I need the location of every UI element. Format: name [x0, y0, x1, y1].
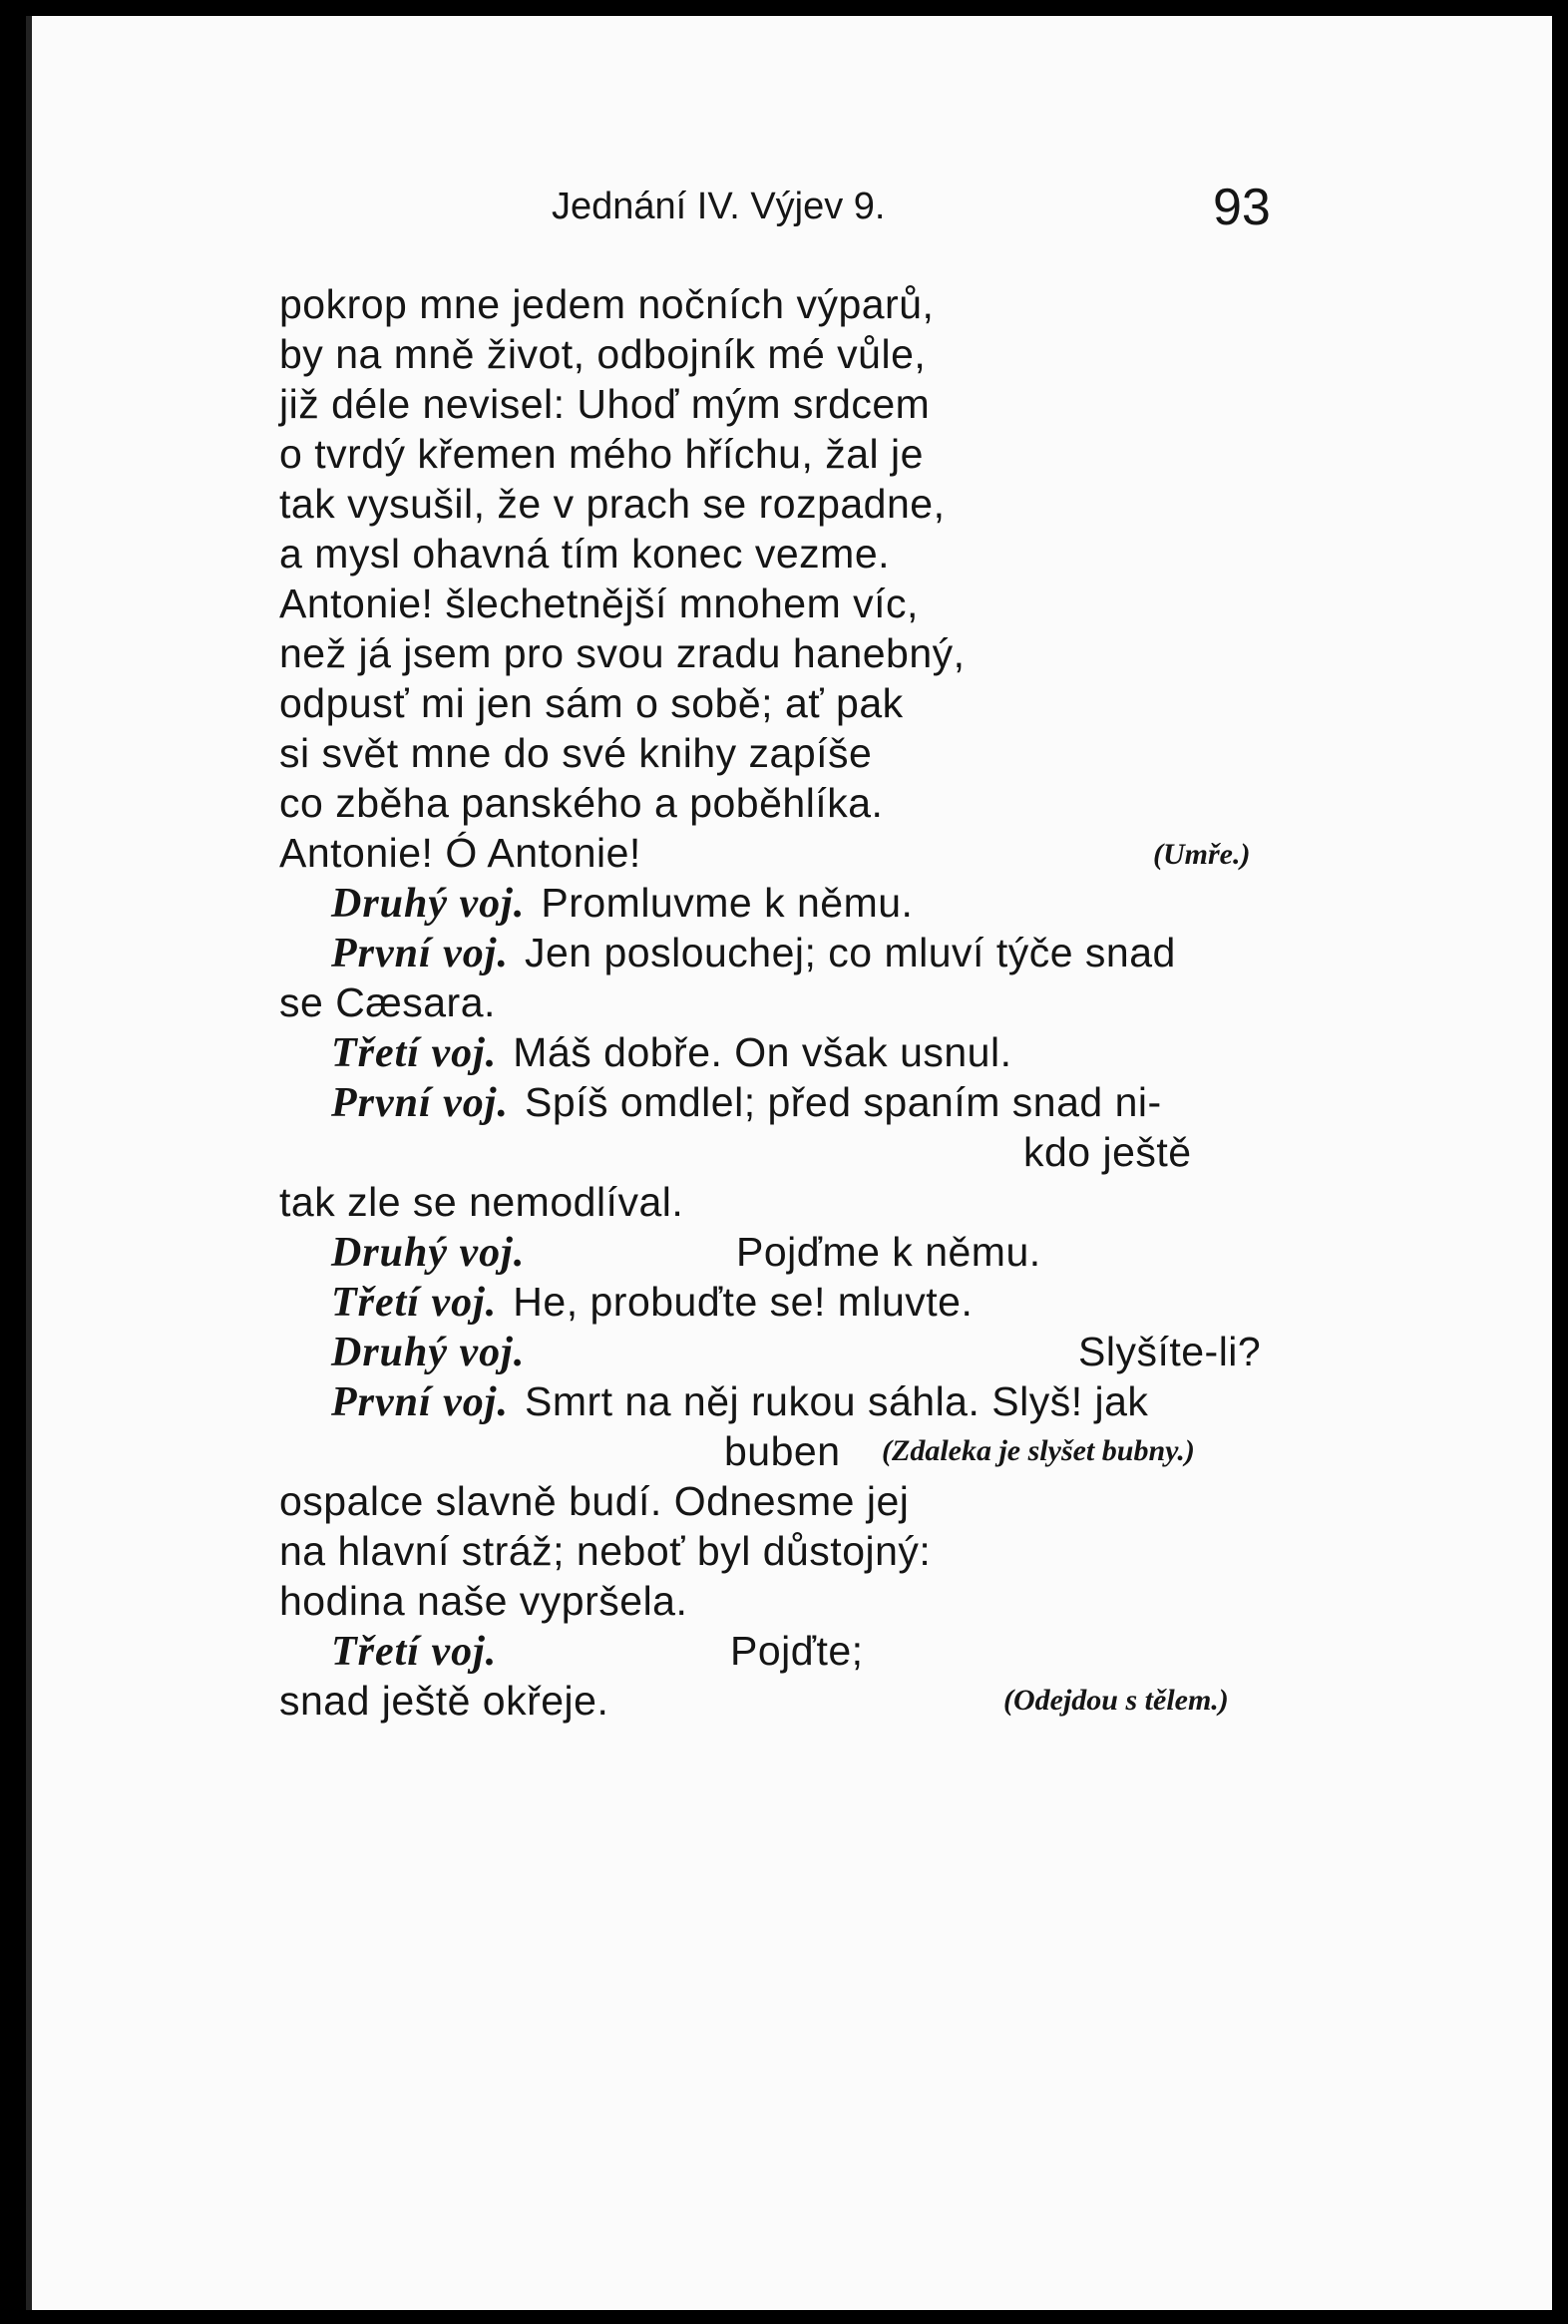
speaker-name: První voj.	[331, 931, 509, 976]
speech-continuation: tak zle se nemodlíval.	[279, 1179, 684, 1225]
running-title: Jednání IV. Výjev 9.	[552, 186, 886, 227]
dialogue-line	[331, 878, 913, 929]
speech-text: Spíš omdlel; před spaním snad ni-	[524, 1079, 1162, 1125]
page-edge-shadow	[26, 16, 32, 2310]
speaker-name: Třetí voj.	[331, 1030, 498, 1076]
speech-text: Jen poslouchej; co mluví týče snad	[524, 930, 1176, 975]
speech-text: Máš dobře. On však usnul.	[513, 1029, 1012, 1075]
stage-direction: (Odejdou s tělem.)	[1003, 1684, 1229, 1717]
verse-line: Antonie! Ó Antonie!	[279, 830, 641, 876]
verse-line: by na mně život, odbojník mé vůle,	[279, 331, 927, 377]
speaker-name: Druhý voj.	[331, 1330, 526, 1375]
stage-direction: (Umře.)	[1153, 838, 1251, 871]
book-page	[26, 16, 1552, 2310]
dialogue-line	[331, 1027, 1011, 1078]
stage-direction: (Zdaleka je slyšet bubny.)	[882, 1434, 1195, 1467]
verse-line: tak vysušil, že v prach se rozpadne,	[279, 481, 946, 527]
dialogue-line	[331, 1277, 973, 1328]
page-number: 93	[1213, 179, 1271, 236]
dialogue-line	[331, 1626, 513, 1677]
speech-continuation: buben	[724, 1428, 841, 1474]
speech-continuation: ospalce slavně budí. Odnesme jej	[279, 1478, 910, 1524]
speech-text: Pojďme k němu.	[736, 1229, 1041, 1275]
speaker-name: Třetí voj.	[331, 1280, 498, 1326]
dialogue-line	[331, 1376, 1148, 1427]
verse-line: již déle nevisel: Uhoď mým srdcem	[279, 381, 931, 427]
verse-line: co zběha panského a poběhlíka.	[279, 780, 884, 826]
speech-text: He, probuďte se! mluvte.	[513, 1279, 974, 1325]
dialogue-line	[331, 1077, 1162, 1128]
speech-text: Smrt na něj rukou sáhla. Slyš! jak	[524, 1378, 1149, 1424]
speech-continuation: se Cæsara.	[279, 979, 496, 1025]
speech-continuation: hodina naše vypršela.	[279, 1578, 688, 1624]
speech-text: Promluvme k němu.	[541, 880, 914, 926]
speaker-name: První voj.	[331, 1379, 509, 1425]
speech-continuation: snad ještě okřeje.	[279, 1678, 609, 1724]
verse-line: a mysl ohavná tím konec vezme.	[279, 531, 891, 577]
verse-line: o tvrdý křemen mého hříchu, žal je	[279, 431, 924, 477]
verse-line: odpusť mi jen sám o sobě; ať pak	[279, 680, 904, 726]
speaker-name: Druhý voj.	[331, 1230, 526, 1276]
speech-text: Pojďte;	[730, 1628, 864, 1674]
verse-line: si svět mne do své knihy zapíše	[279, 730, 873, 776]
speaker-name: Třetí voj.	[331, 1629, 498, 1675]
speech-text: Slyšíte-li?	[1078, 1329, 1262, 1374]
dialogue-line	[331, 1227, 541, 1278]
dialogue-line	[331, 1327, 541, 1377]
speaker-name: Druhý voj.	[331, 881, 526, 927]
speaker-name: První voj.	[331, 1080, 509, 1126]
speech-continuation: na hlavní stráž; neboť byl důstojný:	[279, 1528, 932, 1574]
verse-line: pokrop mne jedem nočních výparů,	[279, 281, 935, 327]
verse-line: než já jsem pro svou zradu hanebný,	[279, 630, 966, 676]
verse-line: Antonie! šlechetnější mnohem víc,	[279, 581, 919, 626]
dialogue-line	[331, 928, 1176, 978]
speech-continuation: kdo ještě	[1023, 1129, 1192, 1175]
